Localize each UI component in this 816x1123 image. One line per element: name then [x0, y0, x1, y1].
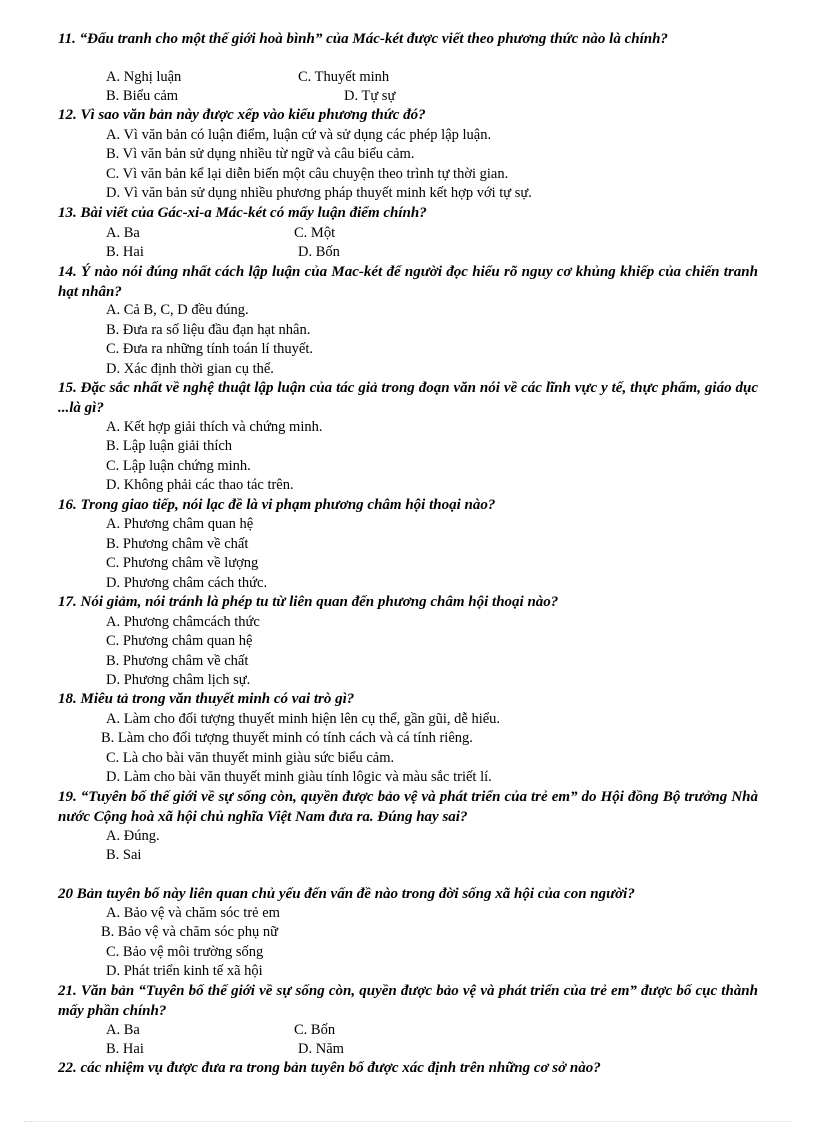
q13-option-c: C. Một	[294, 225, 336, 241]
q21-option-a: A. Ba	[106, 1022, 140, 1038]
q15-option-b: B. Lập luận giải thích	[106, 438, 233, 454]
q20-option-c: C. Bảo vệ môi trường sống	[106, 944, 264, 960]
q18-option-b: B. Làm cho đối tượng thuyết minh có tính cách và cá tính riêng.	[101, 730, 473, 746]
q18-option-a: A. Làm cho đối tượng thuyết minh hiện lên cụ thể, gần gũi, dễ hiểu.	[106, 711, 501, 727]
q16-option-c: C. Phương châm về lượng	[106, 555, 259, 571]
question-11: 11. “Đấu tranh cho một thế giới hoà bình” của Mác-két được viết theo phương thức nào là chính?	[58, 31, 668, 47]
q19-option-b: B. Sai	[106, 847, 142, 863]
question-13: 13. Bài viết của Gác-xi-a Mác-két có mấy luận điểm chính?	[58, 205, 427, 221]
page-bottom-rule	[24, 1121, 792, 1122]
question-20: 20 Bản tuyên bố này liên quan chủ yếu đến vấn đề nào trong đời sống xã hội của con người?	[58, 886, 635, 902]
q15-option-a: A. Kết hợp giải thích và chứng minh.	[106, 419, 323, 435]
question-15: 15. Đặc sắc nhất về nghệ thuật lập luận của tác giả trong đoạn văn nói về các lĩnh vực y tế, thực phẩm, giáo dục ...là gì?	[58, 380, 758, 416]
q12-option-a: A. Vì văn bản có luận điểm, luận cứ và sử dụng các phép lập luận.	[106, 127, 492, 143]
q11-option-a: A. Nghị luận	[106, 69, 182, 85]
q11-option-c: C. Thuyết minh	[298, 69, 390, 85]
q16-option-d: D. Phương châm cách thức.	[106, 575, 268, 591]
q16-option-a: A. Phương châm quan hệ	[106, 516, 254, 532]
q14-option-b: B. Đưa ra số liệu đầu đạn hạt nhân.	[106, 322, 311, 338]
q14-option-c: C. Đưa ra những tính toán lí thuyết.	[106, 341, 314, 357]
q18-option-c: C. Là cho bài văn thuyết minh giàu sức biểu cảm.	[106, 750, 395, 766]
q13-option-b: B. Hai	[106, 244, 144, 260]
question-19: 19. “Tuyên bố thế giới về sự sống còn, quyền được bảo vệ và phát triển của trẻ em” do Hội đồng Bộ trưởng Nhà nước Cộng hoà xã hội chủ nghĩa Việt Nam đưa ra. Đúng hay sai?	[58, 789, 758, 825]
q21-option-c: C. Bốn	[294, 1022, 336, 1038]
question-12: 12. Vì sao văn bản này được xếp vào kiểu phương thức đó?	[58, 107, 426, 123]
q19-option-a: A. Đúng.	[106, 828, 160, 844]
question-22: 22. các nhiệm vụ được đưa ra trong bản tuyên bố được xác định trên những cơ sở nào?	[58, 1060, 601, 1076]
q20-option-a: A. Bảo vệ và chăm sóc trẻ em	[106, 905, 280, 921]
q20-option-d: D. Phát triển kinh tế xã hội	[106, 963, 263, 979]
question-14: 14. Ý nào nói đúng nhất cách lập luận của Mac-két để người đọc hiểu rõ nguy cơ khủng khiếp của chiến tranh hạt nhân?	[58, 264, 758, 300]
q12-option-b: B. Vì văn bản sử dụng nhiều từ ngữ và câu biểu cảm.	[106, 146, 415, 162]
q15-option-c: C. Lập luận chứng minh.	[106, 458, 251, 474]
question-18: 18. Miêu tả trong văn thuyết minh có vai trò gì?	[58, 691, 355, 707]
question-21: 21. Văn bản “Tuyên bố thế giới về sự sống còn, quyền được bảo vệ và phát triển của trẻ em” được bố cục thành mấy phần chính?	[58, 983, 758, 1019]
q17-option-b: B. Phương châm về chất	[106, 653, 249, 669]
q17-option-a: A. Phương châmcách thức	[106, 614, 260, 630]
q15-option-d: D. Không phải các thao tác trên.	[106, 477, 294, 493]
q17-option-d: D. Phương châm lịch sự.	[106, 672, 251, 688]
q21-option-b: B. Hai	[106, 1041, 144, 1057]
q11-option-b: B. Biểu cảm	[106, 88, 179, 104]
q12-option-d: D. Vì văn bản sử dụng nhiều phương pháp thuyết minh kết hợp với tự sự.	[106, 185, 532, 201]
q12-option-c: C. Vì văn bản kể lại diễn biến một câu chuyện theo trình tự thời gian.	[106, 166, 509, 182]
q17-option-c: C. Phương châm quan hệ	[106, 633, 253, 649]
q14-option-a: A. Cả B, C, D đều đúng.	[106, 302, 249, 318]
q18-option-d: D. Làm cho bài văn thuyết minh giàu tính lôgic và màu sắc triết lí.	[106, 769, 492, 785]
q20-option-b: B. Bảo vệ và chăm sóc phụ nữ	[101, 924, 278, 940]
question-16: 16. Trong giao tiếp, nói lạc đề là vi phạm phương châm hội thoại nào?	[58, 497, 496, 513]
q14-option-d: D. Xác định thời gian cụ thể.	[106, 361, 274, 377]
question-17: 17. Nói giảm, nói tránh là phép tu từ liên quan đến phương châm hội thoại nào?	[58, 594, 559, 610]
q16-option-b: B. Phương châm về chất	[106, 536, 249, 552]
q13-option-d: D. Bốn	[298, 244, 340, 260]
q21-option-d: D. Năm	[298, 1041, 344, 1057]
q13-option-a: A. Ba	[106, 225, 140, 241]
q11-option-d: D. Tự sự	[344, 88, 396, 104]
